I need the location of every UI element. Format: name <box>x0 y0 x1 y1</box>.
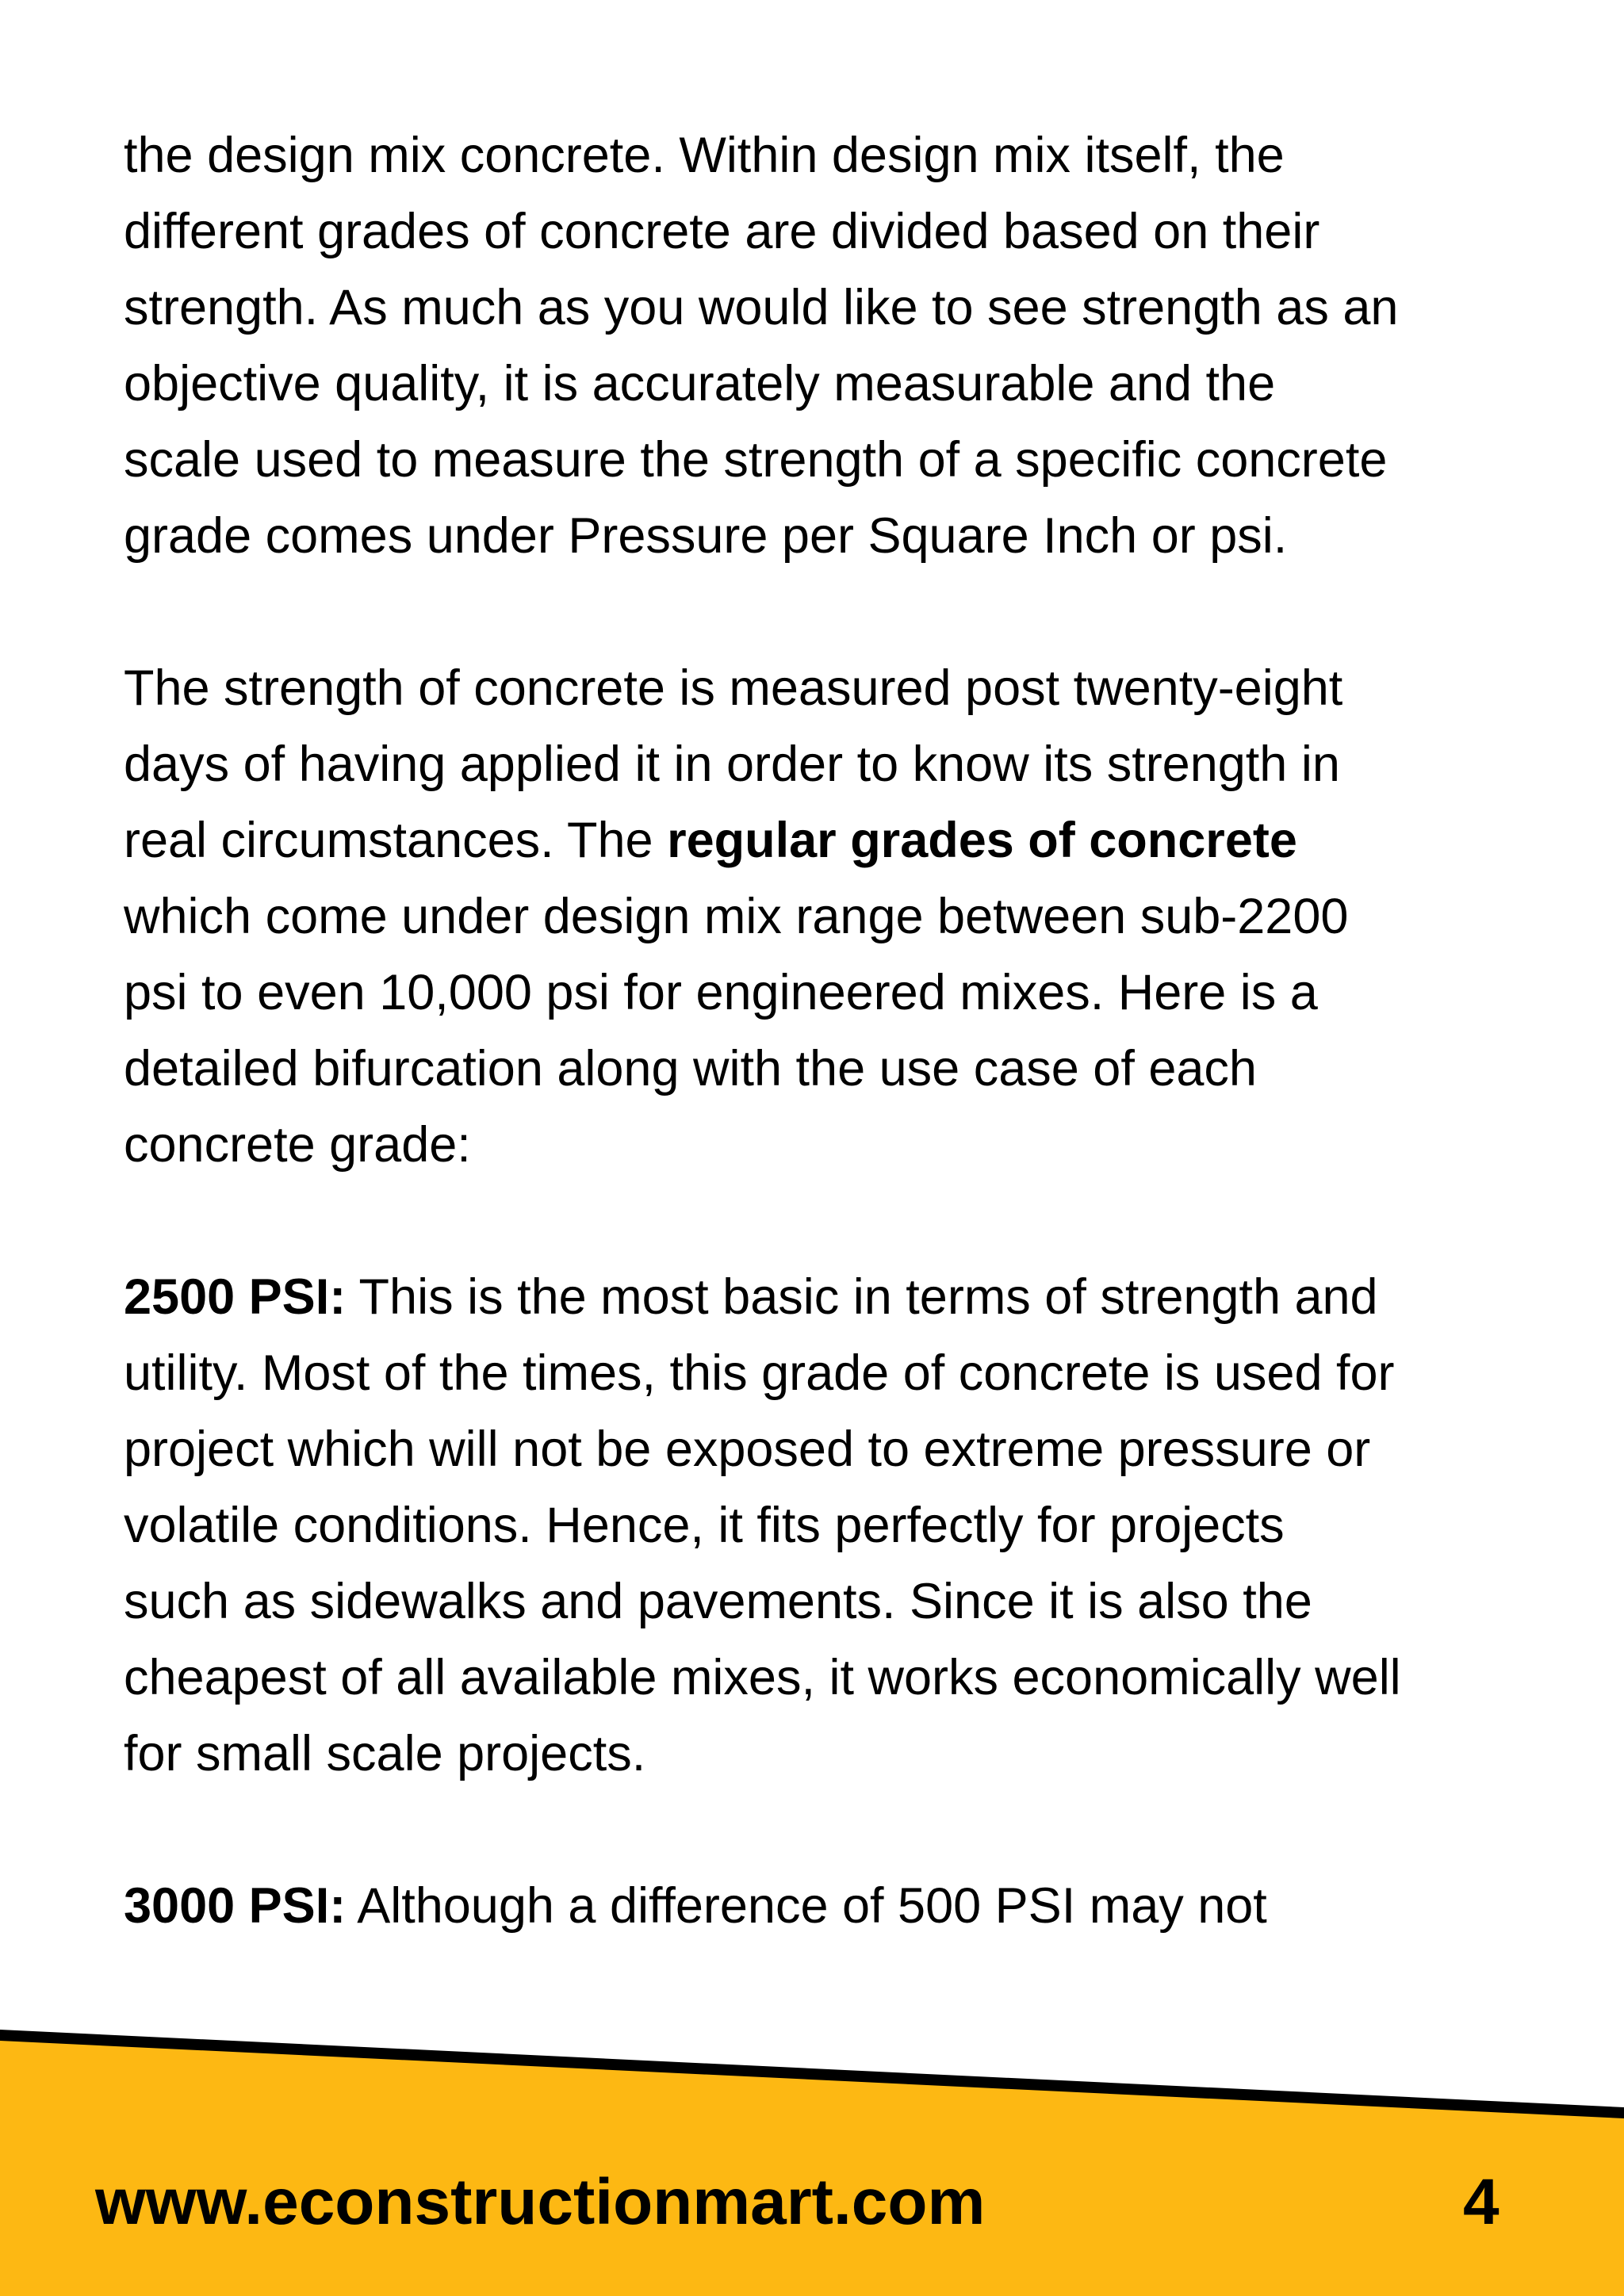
text-run: project which will not be exposed to extreme pressure or <box>124 1422 1371 1477</box>
text-line <box>124 422 1551 498</box>
text-run: Although a difference of 500 PSI may not <box>346 1878 1267 1934</box>
text-run: psi to even 10,000 psi for engineered mixes. Here is a <box>124 965 1318 1020</box>
bold-text: regular grades of concrete <box>667 813 1297 868</box>
text-line <box>124 193 1551 270</box>
text-run: objective quality, it is accurately measurable and the <box>124 356 1276 411</box>
bold-text: 3000 PSI: <box>124 1878 347 1934</box>
text-line <box>124 726 1551 802</box>
text-run: strength. As much as you would like to see strength as an <box>124 280 1399 335</box>
text-line <box>124 1411 1551 1487</box>
text-run: detailed bifurcation along with the use case of each <box>124 1041 1257 1096</box>
text-run: scale used to measure the strength of a specific concrete <box>124 432 1388 488</box>
text-run: for small scale projects. <box>124 1726 646 1781</box>
document-body <box>124 117 1551 2020</box>
text-run: different grades of concrete are divided based on their <box>124 204 1320 259</box>
text-line <box>124 346 1551 422</box>
text-line <box>124 1487 1551 1563</box>
text-run: concrete grade: <box>124 1117 471 1173</box>
page-number: 4 <box>1463 2166 1500 2238</box>
paragraph <box>124 1259 1551 1792</box>
text-run: such as sidewalks and pavements. Since it is also the <box>124 1574 1312 1629</box>
text-line <box>124 1716 1551 1792</box>
paragraph <box>124 117 1551 574</box>
text-line <box>124 1640 1551 1716</box>
text-run: This is the most basic in terms of strength and <box>346 1269 1378 1325</box>
footer-website: www.econstructionmart.com <box>95 2166 986 2238</box>
text-line <box>124 1563 1551 1640</box>
text-line <box>124 1259 1551 1335</box>
text-line <box>124 1107 1551 1183</box>
bold-text: 2500 PSI: <box>124 1269 347 1325</box>
text-line <box>124 1031 1551 1107</box>
text-run: which come under design mix range between sub-2200 <box>124 889 1349 944</box>
text-line <box>124 1335 1551 1411</box>
text-run: real circumstances. The <box>124 813 668 868</box>
text-run: cheapest of all available mixes, it works economically well <box>124 1650 1401 1705</box>
text-run: days of having applied it in order to know its strength in <box>124 737 1340 792</box>
text-line <box>124 1868 1551 1944</box>
text-run: the design mix concrete. Within design mix itself, the <box>124 128 1285 183</box>
text-run: grade comes under Pressure per Square Inch or psi. <box>124 508 1288 564</box>
text-line <box>124 498 1551 574</box>
text-line <box>124 955 1551 1031</box>
footer-band <box>0 2014 1624 2296</box>
text-line <box>124 270 1551 346</box>
text-line <box>124 802 1551 878</box>
paragraph <box>124 650 1551 1183</box>
text-run: utility. Most of the times, this grade of concrete is used for <box>124 1345 1395 1401</box>
text-line <box>124 117 1551 193</box>
paragraph <box>124 1868 1551 1944</box>
text-line <box>124 878 1551 955</box>
text-run: The strength of concrete is measured post twenty-eight <box>124 660 1343 716</box>
text-line <box>124 650 1551 726</box>
text-run: volatile conditions. Hence, it fits perfectly for projects <box>124 1498 1285 1553</box>
